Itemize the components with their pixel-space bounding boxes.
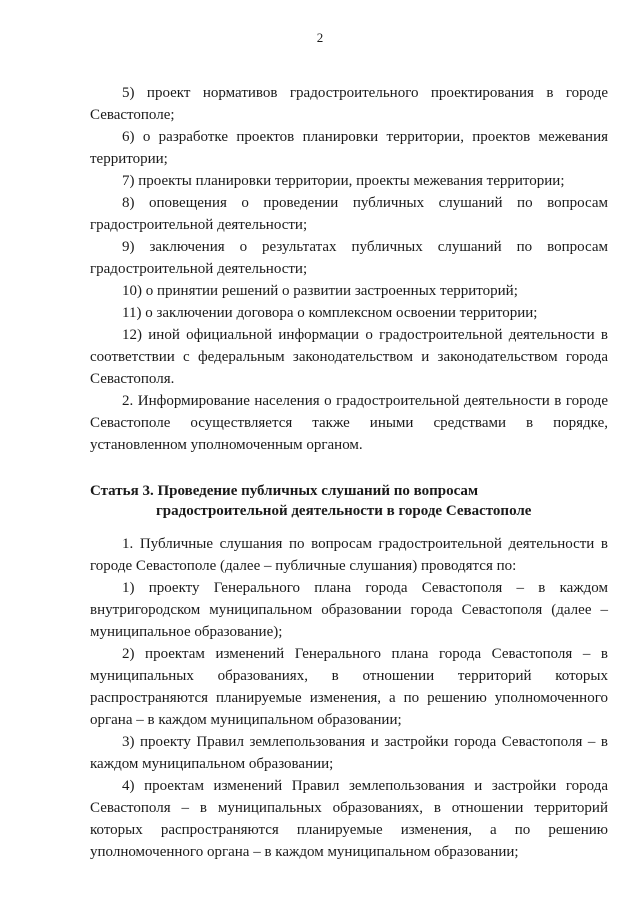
article-heading-line1: Статья 3. Проведение публичных слушаний по вопросам (90, 483, 479, 499)
page-number: 2 (316, 30, 324, 45)
article-heading (90, 481, 608, 521)
article-heading-line2: градостроительной деятельности в городе Севастополе (156, 503, 532, 519)
paragraph: 2. Информирование населения о градостроительной деятельности в городе Севастополе осуществляется также иными средствами в порядке, установленном уполномоченным органом. (90, 393, 608, 453)
list-item: 1) проекту Генерального плана города Севастополя – в каждом внутригородском муниципальном образовании города Севастополя (далее – муниципальное образование); (90, 580, 608, 640)
list-item: 8) оповещения о проведении публичных слушаний по вопросам градостроительной деятельности; (90, 195, 608, 233)
list-item: 2) проектам изменений Генерального плана города Севастополя – в муниципальных образованиях, в отношении территорий которых распространяются планируемые изменения, а по решению уполномоченного органа – в каждом муниципальном образовании; (90, 646, 608, 728)
list-item: 7) проекты планировки территории, проекты межевания территории; (122, 173, 565, 189)
paragraph: 1. Публичные слушания по вопросам градостроительной деятельности в городе Севастополе (далее – публичные слушания) проводятся по: (90, 536, 608, 574)
list-item: 11) о заключении договора о комплексном освоении территории; (122, 305, 538, 321)
document-body (90, 82, 608, 863)
list-item: 12) иной официальной информации о градостроительной деятельности в соответствии с федеральным законодательством и законодательством города Севастополя. (90, 327, 608, 387)
list-item: 9) заключения о результатах публичных слушаний по вопросам градостроительной деятельности; (90, 239, 608, 277)
list-item: 4) проектам изменений Правил землепользования и застройки города Севастополя – в муниципальных образованиях, в отношении территорий которых распространяются планируемые изменения, а по решению уполномоченного органа – в каждом муниципальном образовании; (90, 778, 608, 860)
list-item: 5) проект нормативов градостроительного проектирования в городе Севастополе; (90, 85, 608, 123)
list-item: 10) о принятии решений о развитии застроенных территорий; (122, 283, 518, 299)
list-item: 6) о разработке проектов планировки территории, проектов межевания территории; (90, 129, 608, 167)
list-item: 3) проекту Правил землепользования и застройки города Севастополя – в каждом муниципальном образовании; (90, 734, 608, 772)
